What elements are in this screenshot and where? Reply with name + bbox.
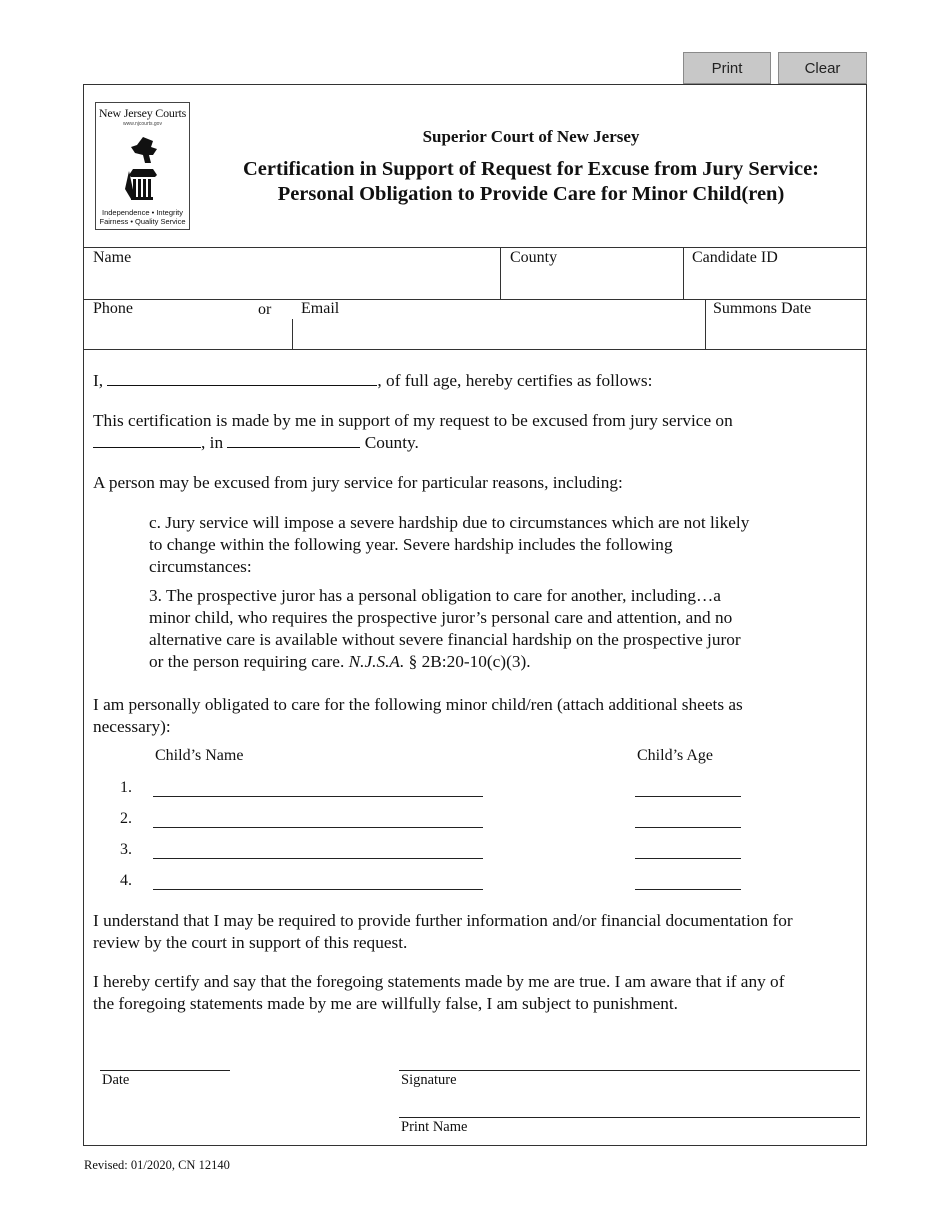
child-age-blank[interactable] xyxy=(635,889,741,890)
signature-label: Signature xyxy=(401,1072,457,1088)
children-intro xyxy=(93,694,743,738)
date-label: Date xyxy=(102,1072,130,1088)
divider xyxy=(84,349,866,350)
child-age-header: Child’s Age xyxy=(637,747,714,764)
child-age-blank[interactable] xyxy=(635,858,741,859)
certification-statement xyxy=(93,971,784,1015)
text: or the person requiring care. xyxy=(149,652,345,671)
form-title-line-2: Personal Obligation to Provide Care for Minor Child(ren) xyxy=(277,183,785,205)
nj-state-seal-icon xyxy=(113,133,173,205)
summons-date-field[interactable]: Summons Date xyxy=(713,300,812,317)
certifier-name-blank[interactable] xyxy=(107,370,377,386)
text: minor child, who requires the prospective juror’s personal care and attention, and no xyxy=(149,608,733,627)
signature-blank[interactable] xyxy=(399,1070,860,1071)
print-button[interactable]: Print xyxy=(683,52,771,84)
logo-url: www.njcourts.gov xyxy=(123,121,162,127)
print-name-label: Print Name xyxy=(401,1119,468,1135)
child-name-blank[interactable] xyxy=(153,796,483,797)
row-number: 1. xyxy=(120,779,132,796)
email-field[interactable]: Email xyxy=(301,300,340,317)
text: circumstances: xyxy=(149,557,252,576)
text: , of full age, hereby certifies as follows: xyxy=(377,371,653,390)
name-field[interactable]: Name xyxy=(93,249,132,266)
row-number: 3. xyxy=(120,841,132,858)
child-name-blank[interactable] xyxy=(153,889,483,890)
form-title-line-1: Certification in Support of Request for Excuse from Jury Service: xyxy=(242,158,819,180)
text: c. Jury service will impose a severe hardship due to circumstances which are not likely xyxy=(149,513,750,532)
text: necessary): xyxy=(93,717,171,736)
logo-tagline-2: Fairness • Quality Service xyxy=(99,217,186,226)
date-blank[interactable] xyxy=(100,1070,230,1071)
child-name-blank[interactable] xyxy=(153,827,483,828)
text: review by the court in support of this request. xyxy=(93,933,408,952)
text: I, xyxy=(93,371,104,390)
nj-courts-logo xyxy=(95,102,190,230)
row-number: 2. xyxy=(120,810,132,827)
divider xyxy=(705,299,706,349)
purpose-statement xyxy=(93,410,733,454)
statute-quote-c xyxy=(149,512,749,578)
logo-tagline-1: Independence • Integrity xyxy=(101,208,184,217)
divider xyxy=(500,247,501,299)
form-title xyxy=(224,157,838,207)
child-name-header: Child’s Name xyxy=(155,747,244,764)
child-age-blank[interactable] xyxy=(635,827,741,828)
text: § 2B:20-10(c)(3). xyxy=(408,652,531,671)
court-name: Superior Court of New Jersey xyxy=(422,127,640,146)
print-name-blank[interactable] xyxy=(399,1117,860,1118)
child-name-blank[interactable] xyxy=(153,858,483,859)
certifier-statement xyxy=(93,370,652,392)
divider xyxy=(84,247,866,248)
text: , in xyxy=(201,433,224,452)
text: alternative care is available without severe financial hardship on the prospective juror xyxy=(149,630,741,649)
statute-citation: N.J.S.A. xyxy=(348,652,405,671)
statute-quote-3 xyxy=(149,585,741,673)
revision-footer: Revised: 01/2020, CN 12140 xyxy=(84,1158,230,1172)
text: 3. The prospective juror has a personal obligation to care for another, including…a xyxy=(149,586,721,605)
clear-button[interactable]: Clear xyxy=(778,52,867,84)
child-age-blank[interactable] xyxy=(635,796,741,797)
text: This certification is made by me in support of my request to be excused from jury service on xyxy=(93,411,733,430)
certification-form xyxy=(83,84,867,1146)
service-county-blank[interactable] xyxy=(227,432,360,448)
logo-title: New Jersey Courts xyxy=(98,106,187,120)
text: to change within the following year. Severe hardship includes the following xyxy=(149,535,673,554)
documentation-statement xyxy=(93,910,793,954)
text: I understand that I may be required to provide further information and/or financial documentation for xyxy=(93,911,793,930)
text: I hereby certify and say that the foregoing statements made by me are true. I am aware that if any of xyxy=(93,972,785,991)
text: I am personally obligated to care for the following minor child/ren (attach additional sheets as xyxy=(93,695,743,714)
county-field[interactable]: County xyxy=(510,249,558,266)
or-label: or xyxy=(258,301,272,318)
text: the foregoing statements made by me are willfully false, I am subject to punishment. xyxy=(93,994,679,1013)
divider xyxy=(292,319,293,349)
divider xyxy=(683,247,684,299)
phone-field[interactable]: Phone xyxy=(93,300,133,317)
candidate-id-field[interactable]: Candidate ID xyxy=(692,249,778,266)
row-number: 4. xyxy=(120,872,132,889)
excuse-intro: A person may be excused from jury service for particular reasons, including: xyxy=(93,473,623,492)
service-date-blank[interactable] xyxy=(93,432,201,448)
text: County. xyxy=(364,433,419,452)
